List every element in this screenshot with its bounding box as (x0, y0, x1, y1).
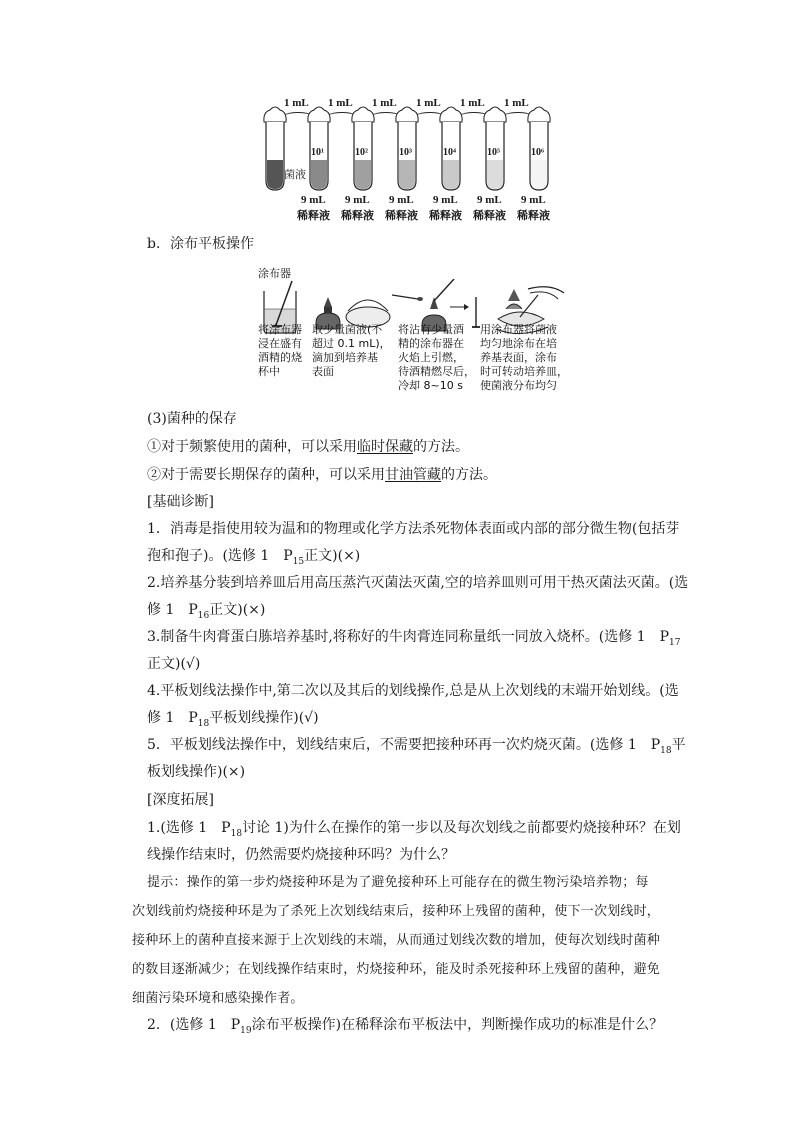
storage-item-2 (147, 465, 497, 485)
hint-line: 提示：操作的第一步灼烧接种环是为了避免接种环上可能存在的微生物污染培养物；每 (147, 875, 649, 890)
hint-line: 的数目逐渐减少；在划线操作结束时，灼烧接种环，能及时杀死接种环上残留的菌种，避免 (132, 962, 661, 977)
extension-q1-line2: 线操作结束时，仍然需要灼烧接种环吗？为什么？ (147, 847, 455, 863)
extension-q2-page: 19 (240, 1025, 252, 1036)
diagnosis-q4-line2 (147, 708, 319, 734)
dilution-exponent-label: 10⁵ (487, 147, 500, 158)
diagnosis-q5-line1 (147, 735, 686, 761)
diagnosis-q3-text: 3.制备牛肉膏蛋白胨培养基时,将称好的牛肉膏连同称量纸一同放入烧杯。(选修 1 P (147, 629, 670, 645)
transfer-volume-label: 1 mL (284, 97, 309, 109)
spreader-label: 涂布器 (258, 267, 291, 280)
spread-step-caption: 将涂布器 浸在盛有 酒精的烧 杯中 (258, 323, 302, 378)
spread-step-caption: 将沾有少量酒 精的涂布器在 火焰上引燃， 待酒精燃尽后， 冷却 8~10 s (398, 323, 475, 392)
diagnosis-q1-answer: 正文)(×) (304, 548, 361, 564)
diluent-volume-label: 9 mL (345, 194, 370, 206)
transfer-volume-label: 1 mL (460, 97, 485, 109)
diagnosis-q3-page: 17 (669, 637, 681, 648)
storage-item-2-end: 的方法。 (441, 467, 497, 483)
diluent-name-label: 稀释液 (341, 209, 374, 222)
bacteria-liquid-label: 菌液 (284, 168, 306, 181)
diagnosis-q2-line1: 2.培养基分装到培养皿后用高压蒸汽灭菌法灭菌,空的培养皿则可用干热灭菌法灭菌。(选 (147, 575, 689, 591)
diluent-name-label: 稀释液 (385, 209, 418, 222)
extension-hint (132, 868, 692, 1013)
spread-step-caption: 用涂布器将菌液 均匀地涂布在培 养基表面，涂布 时可转动培养皿， 使菌液分布均匀 (480, 323, 568, 392)
diagnosis-q2-page: 16 (197, 610, 210, 621)
dilution-exponent-label: 10⁶ (531, 147, 544, 158)
diluent-name-label: 稀释液 (473, 209, 506, 222)
storage-item-1-key: 临时保藏 (357, 439, 413, 455)
transfer-volume-label: 1 mL (372, 97, 397, 109)
storage-item-1-end: 的方法。 (413, 439, 469, 455)
diagnosis-q2-ref: 修 1 P (147, 602, 198, 618)
hint-line: 细菌污染环境和感染操作者。 (132, 991, 304, 1006)
extension-q1-text: 讨论 1)为什么在操作的第一步以及每次划线之前都要灼烧接种环？在划 (242, 820, 681, 836)
extension-q2-ref: 2．(选修 1 P (147, 1017, 241, 1033)
diagnosis-q1-line2 (147, 546, 360, 572)
dilution-exponent-label: 10¹ (311, 147, 324, 158)
extension-q1-ref: 1.(选修 1 P (147, 820, 231, 836)
diagnosis-q1-ref: 孢和孢子)。(选修 1 P (147, 548, 293, 564)
spread-heading: b．涂布平板操作 (147, 236, 254, 252)
diluent-volume-label: 9 mL (477, 194, 502, 206)
dilution-exponent-label: 10³ (399, 147, 412, 158)
spread-plate-figure (258, 265, 578, 400)
diagnosis-q5-page: 18 (660, 745, 672, 756)
diagnosis-q4-ref: 修 1 P (147, 710, 198, 726)
hint-line: 次划线前灼烧接种环是为了杀死上次划线结束后，接种环上残留的菌种，使下一次划线时， (132, 904, 661, 919)
diagnosis-q2-answer: 正文)(×) (209, 602, 266, 618)
diluent-name-label: 稀释液 (429, 209, 462, 222)
storage-heading: (3)菌种的保存 (147, 411, 237, 427)
diluent-volume-label: 9 mL (389, 194, 414, 206)
diagnosis-q2-line2 (147, 600, 265, 626)
diagnosis-q3-line1 (147, 627, 681, 653)
diluent-volume-label: 9 mL (521, 194, 546, 206)
diagnosis-q4-page: 18 (197, 718, 210, 729)
storage-item-2-key: 甘油管藏 (385, 467, 441, 483)
transfer-volume-label: 1 mL (416, 97, 441, 109)
test-tube-icon (264, 107, 286, 190)
spread-step-caption: 取少量菌液(不 超过 0.1 mL)， 滴加到培养基 表面 (312, 323, 391, 378)
diagnosis-q1-page: 15 (292, 556, 305, 567)
transfer-volume-label: 1 mL (504, 97, 529, 109)
diagnosis-q5-text: 5．平板划线法操作中，划线结束后，不需要把接种环再一次灼烧灭菌。(选修 1 P (147, 737, 661, 753)
diluent-volume-label: 9 mL (433, 194, 458, 206)
diagnosis-heading: [基础诊断] (147, 494, 214, 510)
diluent-name-label: 稀释液 (517, 209, 550, 222)
hint-line: 接种环上的菌种直接来源于上次划线的末端，从而通过划线次数的增加，使每次划线时菌种 (132, 933, 661, 948)
diluent-name-label: 稀释液 (297, 209, 330, 222)
extension-q1-page: 18 (230, 828, 243, 839)
diagnosis-q3-line2: 正文)(√) (147, 656, 201, 672)
extension-heading: [深度拓展] (147, 792, 214, 808)
diluent-volume-label: 9 mL (301, 194, 326, 206)
serial-dilution-figure (258, 92, 558, 222)
storage-item-2-text: ②对于需要长期保存的菌种，可以采用 (147, 467, 385, 483)
dilution-exponent-label: 10⁴ (443, 147, 456, 158)
storage-item-1-text: ①对于频繁使用的菌种，可以采用 (147, 439, 357, 455)
storage-item-1 (147, 437, 469, 457)
diagnosis-q5-line2: 板划线操作)(×) (147, 764, 246, 780)
extension-q1-line1 (147, 818, 681, 844)
extension-q2-text: 涂布平板操作)在稀释涂布平板法中，判断操作成功的标准是什么？ (251, 1017, 664, 1033)
dilution-exponent-label: 10² (355, 147, 368, 158)
transfer-volume-label: 1 mL (328, 97, 353, 109)
diagnosis-q4-line1: 4.平板划线法操作中,第二次以及其后的划线操作,总是从上次划线的末端开始划线。(选 (147, 683, 679, 699)
diagnosis-q1 (147, 519, 687, 539)
extension-q2 (147, 1015, 663, 1041)
diagnosis-q4-answer: 平板划线操作)(√) (209, 710, 319, 726)
diagnosis-q1-line1: 1．消毒是指使用较为温和的物理或化学方法杀死物体表面或内部的部分微生物(包括芽 (147, 521, 680, 537)
diagnosis-q5-tail: 平 (671, 737, 686, 753)
